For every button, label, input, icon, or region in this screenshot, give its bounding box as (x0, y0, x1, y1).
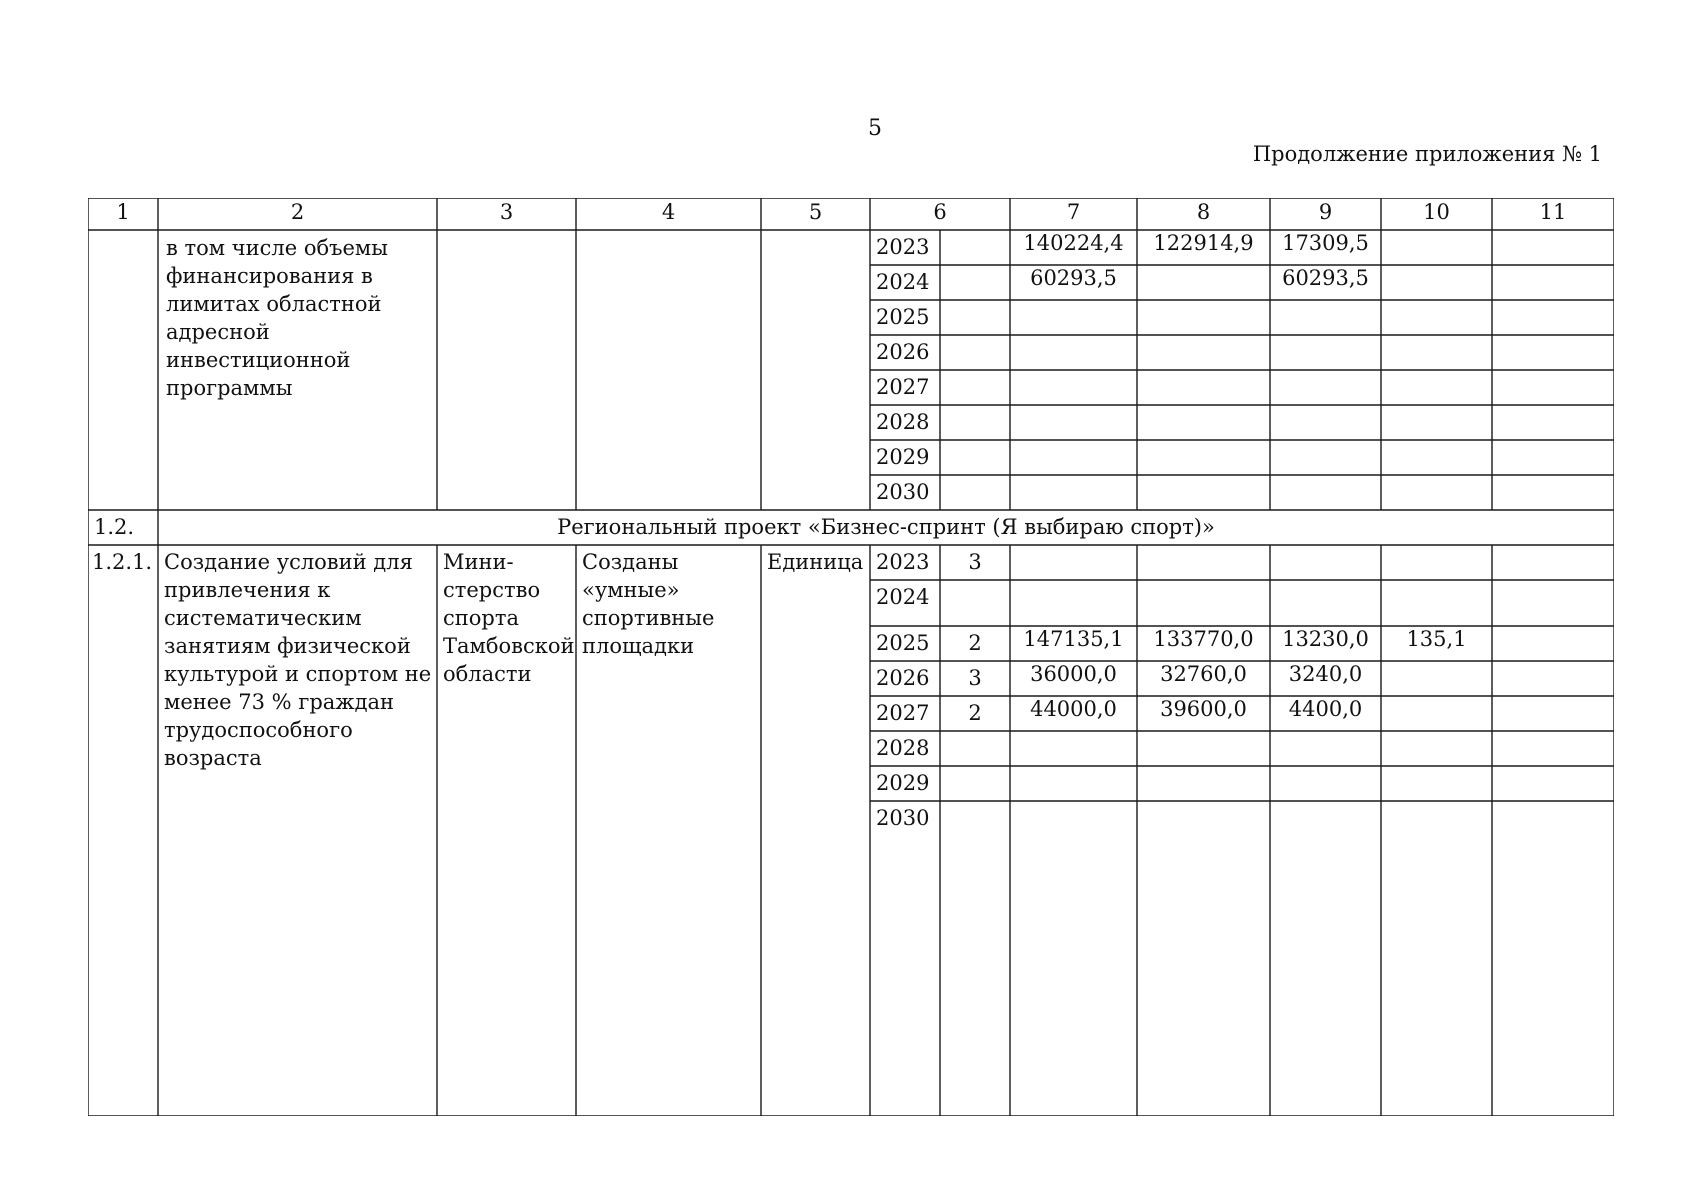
financing-row-total-amount: 140224,4 (1023, 231, 1124, 255)
item-row-federal-amount: 133770,0 (1153, 627, 1254, 651)
financing-description-line: инвестиционной (166, 348, 351, 372)
result-line: спортивные (582, 606, 715, 630)
result-line: площадки (582, 634, 695, 658)
header-cell-4: 4 (661, 200, 676, 224)
item-description-line: культурой и спортом не (164, 662, 432, 686)
header-cell-1: 1 (116, 200, 130, 224)
item-row-year-2025: 2025 (876, 631, 930, 655)
financing-row-year-2026: 2026 (876, 340, 930, 364)
item-row-local-amount: 135,1 (1406, 627, 1467, 651)
financing-description-line: в том числе объемы (166, 236, 388, 260)
appendix-continuation-note: Продолжение приложения № 1 (1252, 142, 1602, 166)
financing-row-federal-amount: 122914,9 (1153, 231, 1254, 255)
financing-row-year-2030: 2030 (876, 480, 930, 504)
item-row-year-2023: 2023 (876, 550, 930, 574)
financing-table (88, 198, 1614, 1116)
item-row-count: 2 (968, 701, 982, 725)
header-cell-9: 9 (1318, 200, 1333, 224)
executor-line: области (443, 662, 532, 686)
item-description-line: трудоспособного (164, 718, 353, 742)
financing-row-year-2029: 2029 (876, 445, 930, 469)
financing-row-year-2025: 2025 (876, 305, 930, 329)
financing-row-year-2024: 2024 (876, 270, 930, 294)
financing-description-line: адресной (166, 320, 270, 344)
unit-of-measure: Единица (767, 550, 864, 574)
executor-line: Тамбовской (443, 634, 575, 658)
financing-row-regional-amount: 17309,5 (1282, 231, 1369, 255)
item-number: 1.2.1. (92, 550, 153, 574)
financing-row-regional-amount: 60293,5 (1282, 266, 1369, 290)
item-description-line: Создание условий для (164, 550, 413, 574)
header-cell-3: 3 (499, 200, 514, 224)
executor-line: стерство (443, 578, 541, 602)
financing-row-year-2027: 2027 (876, 375, 930, 399)
item-row-total-amount: 36000,0 (1030, 662, 1117, 686)
item-description-line: менее 73 % граждан (164, 690, 395, 714)
header-cell-2: 2 (290, 200, 305, 224)
financing-description-line: программы (166, 376, 293, 400)
item-row-federal-amount: 32760,0 (1160, 662, 1247, 686)
item-row-total-amount: 44000,0 (1030, 697, 1117, 721)
header-cell-6: 6 (933, 200, 947, 224)
header-cell-11: 11 (1539, 200, 1567, 224)
financing-row-total-amount: 60293,5 (1030, 266, 1117, 290)
item-row-year-2024: 2024 (876, 585, 930, 609)
item-row-year-2027: 2027 (876, 701, 930, 725)
item-row-year-2026: 2026 (876, 666, 930, 690)
financing-description-line: финансирования в (166, 264, 373, 288)
project-title: Региональный проект «Бизнес-спринт (Я выбираю спорт)» (557, 515, 1215, 539)
header-cell-8: 8 (1196, 200, 1211, 224)
header-cell-7: 7 (1066, 200, 1081, 224)
item-row-year-2029: 2029 (876, 771, 930, 795)
item-description-line: возраста (164, 746, 262, 770)
item-row-regional-amount: 4400,0 (1288, 697, 1363, 721)
item-row-year-2030: 2030 (876, 806, 930, 830)
item-description-line: систематическим (164, 606, 362, 630)
item-row-count: 2 (968, 631, 982, 655)
item-row-year-2028: 2028 (876, 736, 930, 760)
executor-line: Мини- (443, 550, 514, 574)
item-row-total-amount: 147135,1 (1023, 627, 1124, 651)
header-cell-5: 5 (808, 200, 823, 224)
header-cell-10: 10 (1423, 200, 1450, 224)
item-row-count: 3 (968, 666, 982, 690)
financing-row-year-2028: 2028 (876, 410, 930, 434)
financing-description-line: лимитах областной (166, 292, 382, 316)
page-number: 5 (868, 116, 882, 141)
item-description-line: занятиям физической (164, 634, 411, 658)
item-row-regional-amount: 13230,0 (1282, 627, 1369, 651)
item-row-regional-amount: 3240,0 (1288, 662, 1363, 686)
item-description-line: привлечения к (164, 578, 331, 602)
result-line: «умные» (582, 578, 680, 602)
item-row-federal-amount: 39600,0 (1160, 697, 1247, 721)
financing-row-year-2023: 2023 (876, 235, 930, 259)
project-number: 1.2. (94, 515, 135, 539)
executor-line: спорта (443, 606, 519, 630)
item-row-count: 3 (968, 550, 982, 574)
result-line: Созданы (582, 550, 679, 574)
